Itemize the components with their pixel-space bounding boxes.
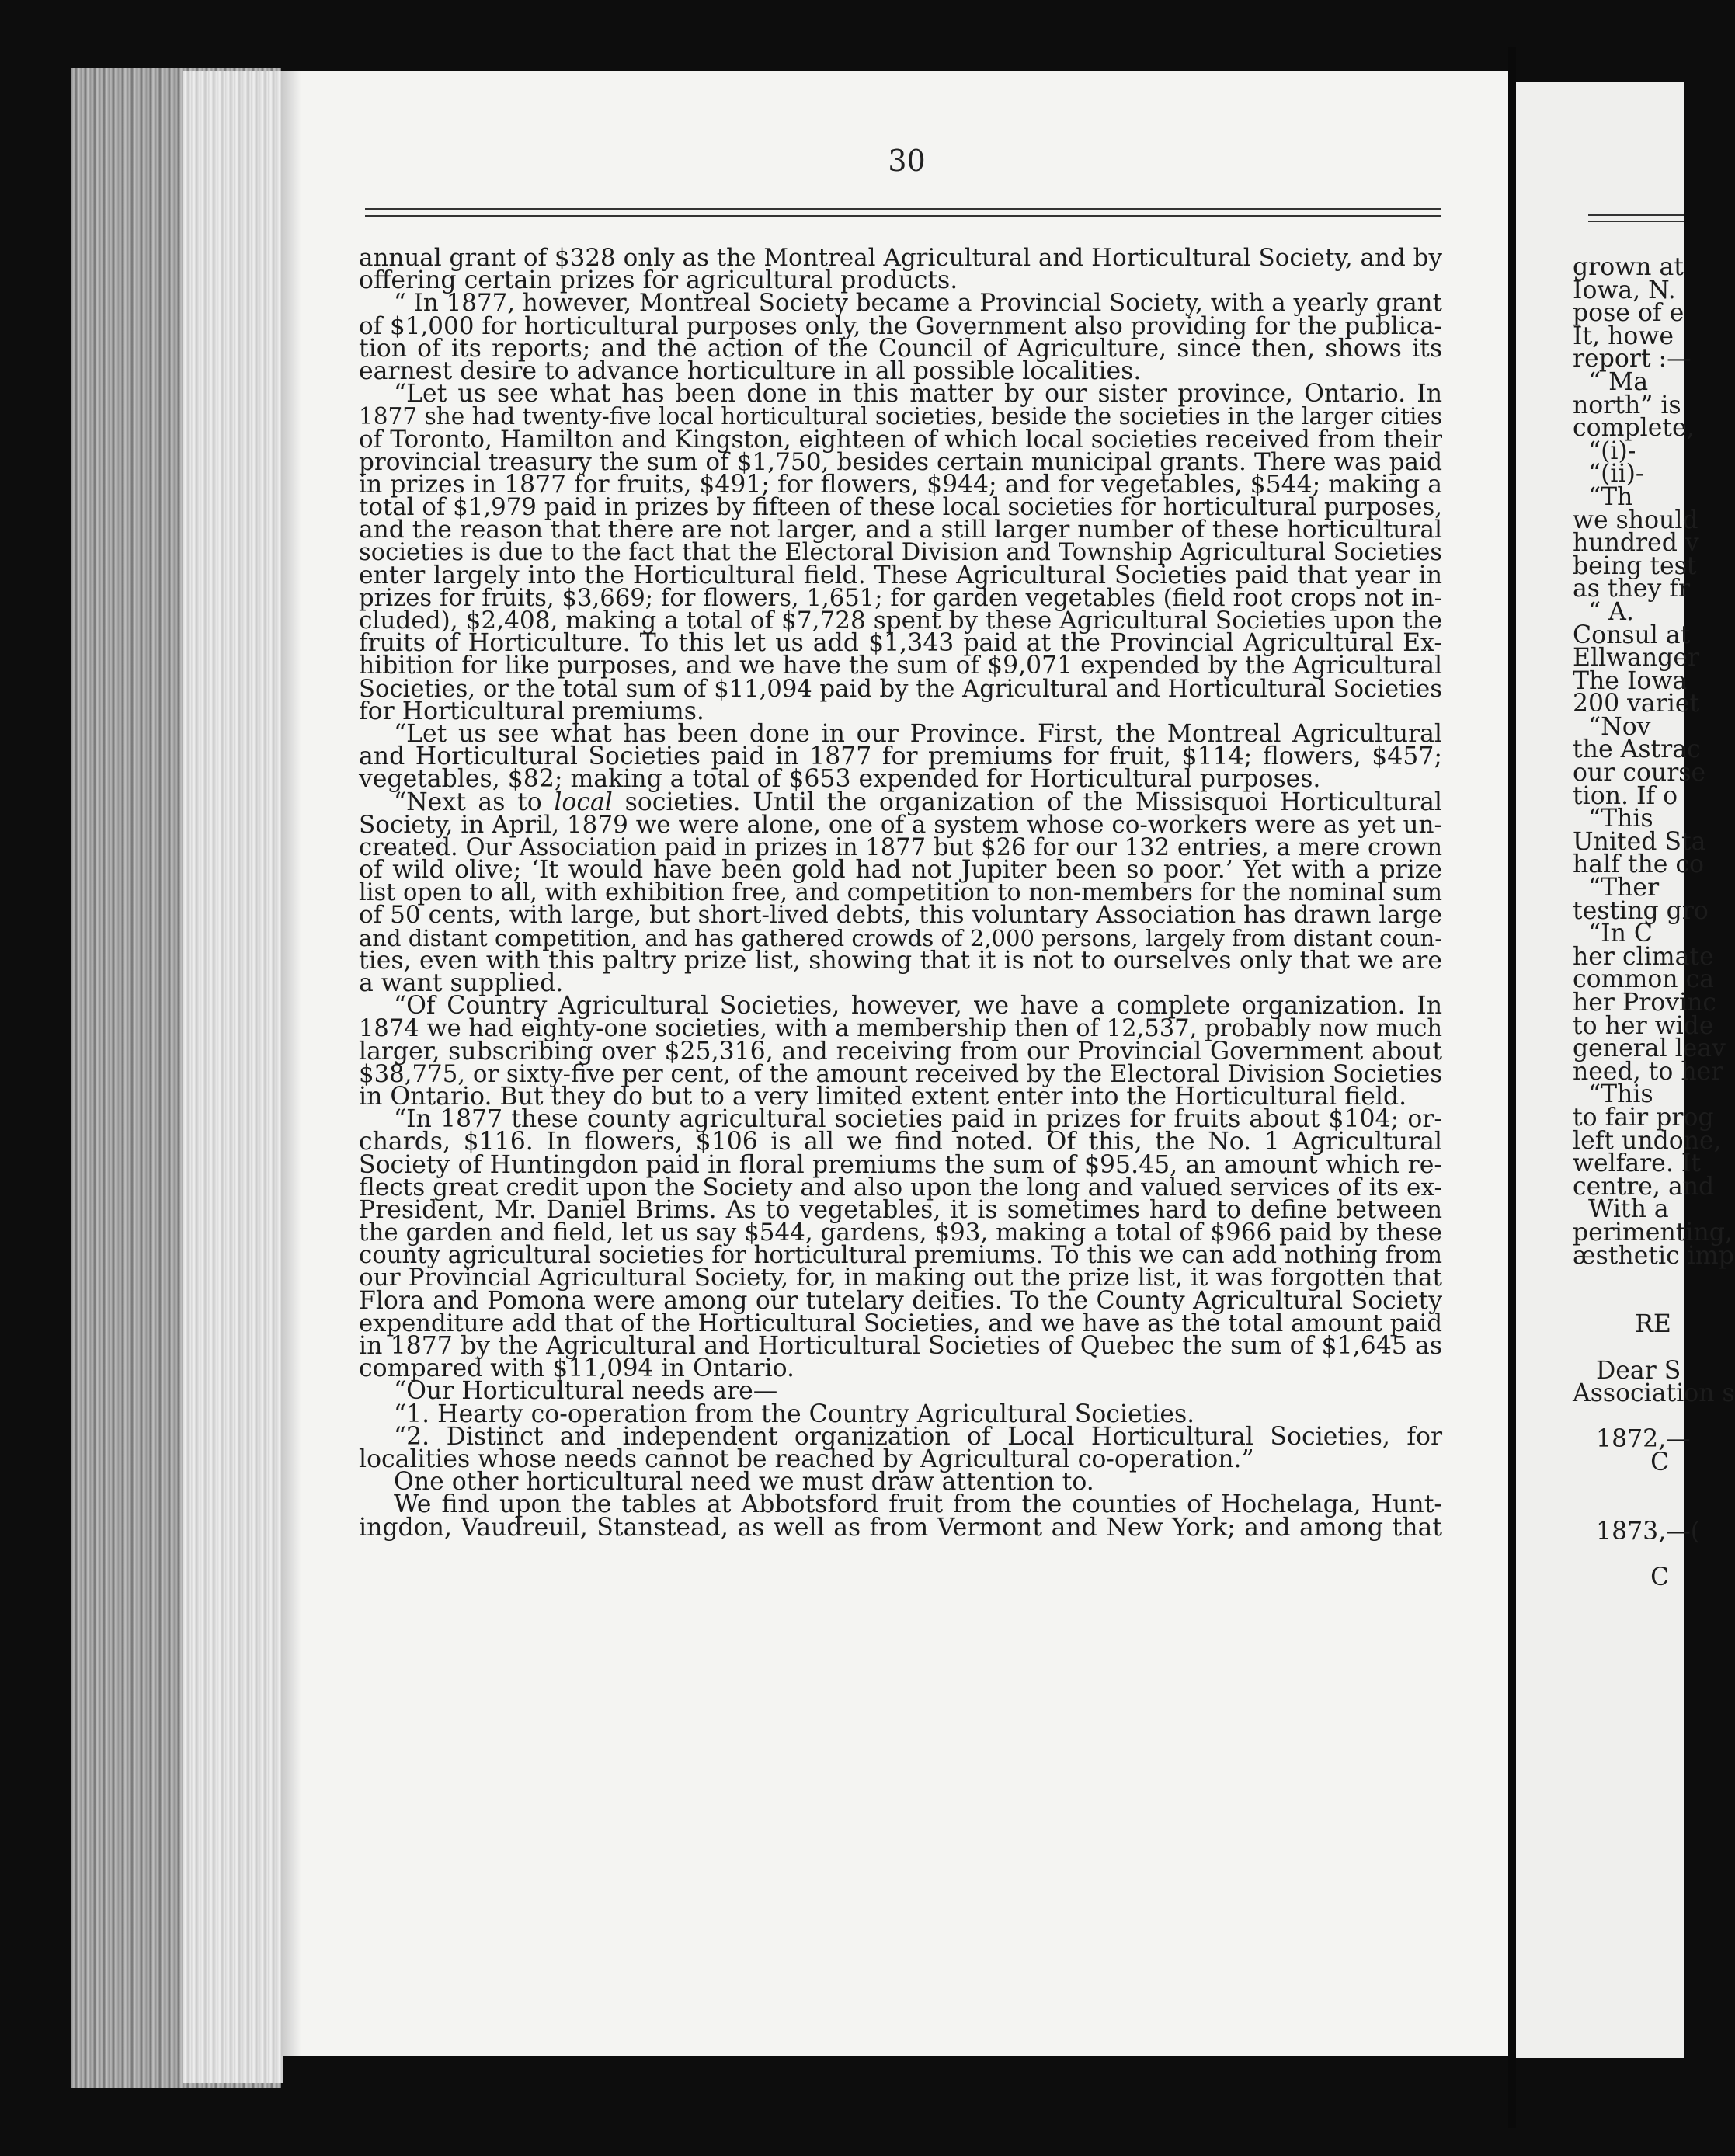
right-text-line: welfare. It (1573, 1149, 1701, 1178)
text-line: and Horticultural Societies paid in 1877 for premiums for fruit, $114; flowers, $457; (359, 742, 1442, 771)
right-text-line: half the co (1573, 850, 1705, 879)
right-header-rule-top (1588, 214, 1684, 216)
text-line: chards, $116. In flowers, $106 is all we find noted. Of this, the No. 1 Agricultural (359, 1128, 1442, 1156)
text-line: 1874 we had eighty-one societies, with a membership then of 12,537, probably now much (359, 1015, 1442, 1043)
text-line: “2. Distinct and independent organization of Local Horticultural Societies, for (394, 1422, 1442, 1451)
text-line: for Horticultural premiums. (359, 697, 704, 725)
text-line: annual grant of $328 only as the Montreal Agricultural and Horticultural Society, and by (359, 244, 1442, 272)
text-line: “1. Hearty co-operation from the Country Agricultural Societies. (394, 1400, 1195, 1428)
text-line: offering certain prizes for agricultural products. (359, 266, 958, 295)
page-shadow (281, 71, 301, 2056)
book-page-edges-light (183, 71, 283, 2083)
text-line: ingdon, Vaudreuil, Stanstead, as well as from Vermont and New York; and among that (359, 1513, 1442, 1542)
text-line: Flora and Pomona were among our tutelary deities. To the County Agricultural Society (359, 1286, 1442, 1315)
right-header-rule-bottom (1588, 221, 1684, 222)
text-line: list open to all, with exhibition free, and competition to non-members for the nominal sum (359, 879, 1442, 907)
text-line: “In 1877 these county agricultural societies paid in prizes for fruits about $104; or- (394, 1105, 1442, 1134)
right-text-line: common ca (1573, 965, 1715, 994)
right-text-line: With a (1573, 1195, 1669, 1224)
right-text-line: “Nov (1573, 712, 1651, 741)
text-line: “Let us see what has been done in this matter by our sister province, Ontario. In (394, 380, 1442, 409)
text-line: larger, subscribing over $25,316, and receiving from our Provincial Government about (359, 1037, 1442, 1066)
right-text-line: testing gro (1573, 896, 1709, 925)
text-line: expenditure add that of the Horticultural Societies, and we have as the total amount paid (359, 1309, 1442, 1337)
main-body-text (359, 244, 1442, 1542)
page-number: 30 (888, 144, 926, 178)
text-line: One other horticultural need we must draw attention to. (394, 1468, 1094, 1497)
book-gutter (1508, 47, 1516, 2128)
text-line: and distant competition, and has gathered crowds of 2,000 persons, largely from distant coun- (359, 924, 1442, 951)
text-line: societies is due to the fact that the Electoral Division and Township Agricultural Societies (359, 539, 1442, 567)
right-text-line: pose of e (1573, 299, 1685, 328)
right-text-line: “(ii)- (1573, 460, 1644, 489)
text-line: Society, in April, 1879 we were alone, one of a system whose co-workers were as yet un- (359, 810, 1442, 839)
right-text-line: tion. If o (1573, 781, 1678, 810)
right-text-line: Consul at (1573, 621, 1691, 649)
text-line: of Toronto, Hamilton and Kingston, eighteen of which local societies received from their (359, 425, 1442, 454)
right-text-line (1573, 1474, 1728, 1497)
text-line: and the reason that there are not larger, and a still larger number of these horticultural (359, 516, 1442, 544)
right-text-line: Ellwanger (1573, 644, 1700, 673)
text-line: ties, even with this paltry prize list, showing that it is not to ourselves only that we are (359, 946, 1442, 975)
text-line: a want supplied. (359, 969, 564, 997)
right-text-line: Association s (1573, 1379, 1735, 1408)
right-page-text (1573, 253, 1735, 1591)
right-text-line: C (1573, 1448, 1670, 1476)
right-text-line: need, to her (1573, 1057, 1723, 1086)
right-text-line: her climate (1573, 942, 1714, 971)
text-line: President, Mr. Daniel Brims. As to vegetables, it is sometimes hard to define between (359, 1195, 1442, 1224)
text-line: of wild olive; ‘It would have been gold had not Jupiter been so poor.’ Yet with a prize (359, 856, 1442, 885)
text-line: “ In 1877, however, Montreal Society became a Provincial Society, with a yearly grant (394, 289, 1442, 318)
text-line: the garden and field, let us say $544, gardens, $93, making a total of $966 paid by these (359, 1219, 1442, 1247)
text-line: of 50 cents, with large, but short-lived debts, this voluntary Association has drawn large (359, 901, 1442, 930)
right-text-line: being test (1573, 551, 1697, 580)
right-text-line: “ Ma (1573, 367, 1649, 396)
text-line: enter largely into the Horticultural field. These Agricultural Societies paid that year in (359, 561, 1442, 589)
text-line: Society of Huntingdon paid in floral premiums the sum of $95.45, an amount which re- (359, 1150, 1442, 1179)
right-text-line: to her wide (1573, 1011, 1714, 1040)
text-line: flects great credit upon the Society and also upon the long and valued services of its ex- (359, 1173, 1442, 1201)
text-line: 1877 she had twenty-five local horticultural societies, beside the societies in the larger cities (359, 403, 1442, 430)
right-text-line: left undone, (1573, 1126, 1722, 1155)
text-line: vegetables, $82; making a total of $653 expended for Horticultural purposes. (359, 765, 1321, 794)
right-text-line: “Ther (1573, 874, 1660, 902)
text-line: fruits of Horticulture. To this let us add $1,343 paid at the Provincial Agricultural Ex- (359, 629, 1442, 658)
right-text-line: as they fr (1573, 575, 1691, 603)
right-text-line: report :— (1573, 345, 1692, 374)
right-text-line: It, howe (1573, 322, 1674, 350)
right-text-line: “ A. (1573, 597, 1634, 626)
right-text-line: general leav (1573, 1035, 1726, 1063)
text-line: in Ontario. But they do but to a very limited extent enter into the Horticultural field. (359, 1082, 1407, 1111)
right-text-line: “This (1573, 805, 1653, 833)
text-line: Societies, or the total sum of $11,094 paid by the Agricultural and Horticultural Societies (359, 675, 1442, 703)
text-line: “Of Country Agricultural Societies, however, we have a complete organization. In (394, 992, 1442, 1021)
text-line: county agricultural societies for horticultural premiums. To this we can add nothing from (359, 1241, 1442, 1270)
header-rule-top (365, 208, 1441, 210)
right-text-line: to fair prog (1573, 1103, 1714, 1132)
right-text-line: our course (1573, 759, 1706, 788)
right-text-line: 1873,—( (1573, 1517, 1701, 1546)
right-text-line: Iowa, N. (1573, 276, 1676, 304)
header-rule-bottom (365, 215, 1441, 217)
text-line: our Provincial Agricultural Society, for, in making out the prize list, it was forgotten that (359, 1264, 1442, 1292)
text-line: created. Our Association paid in prizes in 1877 but $26 for our 132 entries, a mere crown (359, 833, 1442, 861)
right-text-line: United Sta (1573, 827, 1706, 856)
text-line: earnest desire to advance horticulture in all possible localities. (359, 356, 1142, 385)
right-text-line: her Provinc (1573, 989, 1717, 1017)
text-line: prizes for fruits, $3,669; for flowers, 1,651; for garden vegetables (field root crops not in- (359, 584, 1442, 612)
text-line: cluded), $2,408, making a total of $7,728 spent by these Agricultural Societies upon the (359, 607, 1442, 635)
text-line: We find upon the tables at Abbotsford fruit from the counties of Hochelaga, Hunt- (394, 1490, 1442, 1519)
right-text-line: 1872,— (1573, 1425, 1691, 1454)
text-line: total of $1,979 paid in prizes by fifteen of these local societies for horticultural purposes, (359, 493, 1442, 522)
text-line: hibition for like purposes, and we have the sum of $9,071 expended by the Agricultural (359, 652, 1442, 680)
text-line: in prizes in 1877 for fruits, $491; for flowers, $944; and for vegetables, $544; making a (359, 470, 1442, 499)
right-text-line: The Iowa (1573, 666, 1688, 695)
right-text-line: grown at (1573, 253, 1684, 281)
text-line: “Next as to local societies. Until the organization of the Missisquoi Horticultural (394, 788, 1442, 816)
right-text-line: 200 variet (1573, 690, 1700, 718)
right-text-line: “(i)- (1573, 436, 1636, 465)
right-text-line: centre, and (1573, 1172, 1715, 1201)
right-text-line: complete, (1573, 414, 1695, 443)
right-text-line: we should (1573, 506, 1698, 534)
text-line: provincial treasury the sum of $1,750, besides certain municipal grants. There was paid (359, 447, 1442, 476)
right-text-line: north” is (1573, 391, 1681, 419)
right-text-line: Dear S (1573, 1356, 1681, 1385)
text-line: “Our Horticultural needs are— (394, 1377, 778, 1406)
text-line: “Let us see what has been done in our Province. First, the Montreal Agricultural (394, 719, 1442, 748)
right-text-line: æsthetic imp (1573, 1241, 1734, 1270)
right-text-line: “This (1573, 1080, 1653, 1109)
right-text-line: “Th (1573, 482, 1633, 511)
text-line: compared with $11,094 in Ontario. (359, 1354, 795, 1383)
text-line: of $1,000 for horticultural purposes only, the Government also providing for the publica- (359, 311, 1442, 340)
text-line: tion of its reports; and the action of the Council of Agriculture, since then, shows its (359, 334, 1442, 363)
right-text-line: the Astrac (1573, 735, 1701, 764)
right-text-line (1573, 1268, 1728, 1291)
right-text-line: C (1573, 1563, 1670, 1591)
text-line: in 1877 by the Agricultural and Horticultural Societies of Quebec the sum of $1,645 as (359, 1332, 1442, 1360)
right-text-line: perimenting, (1573, 1218, 1733, 1247)
right-text-line: “In C (1573, 920, 1653, 948)
text-line: $38,775, or sixty-five per cent, of the amount received by the Electoral Division Societies (359, 1059, 1442, 1088)
right-text-line: hundred v (1573, 529, 1699, 558)
text-line: localities whose needs cannot be reached by Agricultural co-operation.” (359, 1445, 1254, 1473)
right-text-line: RE (1573, 1310, 1671, 1339)
